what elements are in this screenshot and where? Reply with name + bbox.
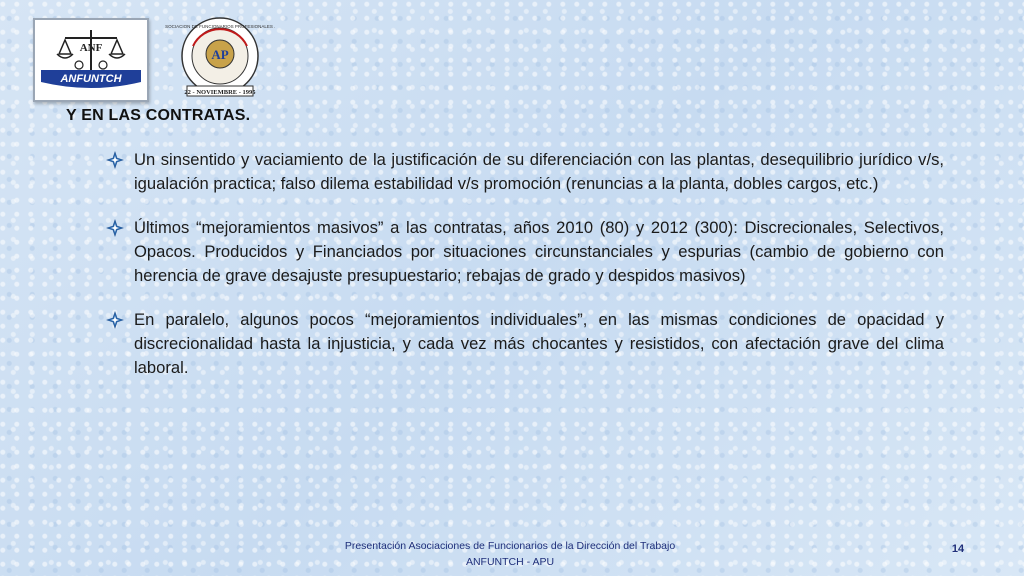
apu-emblem-icon [165, 14, 275, 104]
anfuntch-logo [33, 18, 149, 102]
bullet-text: Últimos “mejoramientos masivos” a las contratas, años 2010 (80) y 2012 (300): Discrecionales, Selectivos, Opacos. Producidos y Financiados por situaciones circunstanciales y espurias (cambio de gobierno con herencia de grave desajuste presupuestario; rebajas de grado y despidos masivos) [134, 218, 944, 285]
svg-text:ANFUNTCH: ANFUNTCH [60, 73, 122, 85]
diamond-bullet-icon [106, 151, 124, 169]
diamond-bullet-icon [106, 219, 124, 237]
bullet-item [104, 148, 944, 196]
bullet-list [104, 148, 944, 400]
svg-text:22 - NOVIEMBRE - 1995: 22 - NOVIEMBRE - 1995 [184, 89, 256, 96]
bullet-item [104, 308, 944, 380]
bullet-item [104, 216, 944, 288]
page-number: 14 [951, 543, 965, 555]
svg-text:AP: AP [211, 47, 229, 62]
bullet-text: Un sinsentido y vaciamiento de la justificación de su diferenciación con las plantas, desequilibrio jurídico v/s, igualación practica; falso dilema estabilidad v/s promoción (renuncias a la planta, dobles cargos, etc.) [134, 150, 944, 193]
footer-presentation-title: Presentación Asociaciones de Funcionarios de la Dirección del Trabajo [344, 540, 676, 552]
svg-text:ASOCIACION DE FUNCIONARIOS PRO: ASOCIACION DE FUNCIONARIOS PROFESIONALES ... [165, 24, 275, 29]
svg-text:ANF: ANF [79, 42, 103, 54]
bullet-text: En paralelo, algunos pocos “mejoramientos individuales”, en las mismas condiciones de opacidad y discrecionalidad hasta la injusticia, y cada vez más chocantes y resistidos, con afectación grave del clima laboral. [134, 310, 944, 377]
diamond-bullet-icon [106, 311, 124, 329]
footer-organizations: ANFUNTCH - APU [465, 556, 555, 568]
section-title: Y EN LAS CONTRATAS. [66, 107, 251, 124]
apu-logo [165, 14, 275, 104]
anfuntch-emblem-icon [35, 20, 147, 100]
